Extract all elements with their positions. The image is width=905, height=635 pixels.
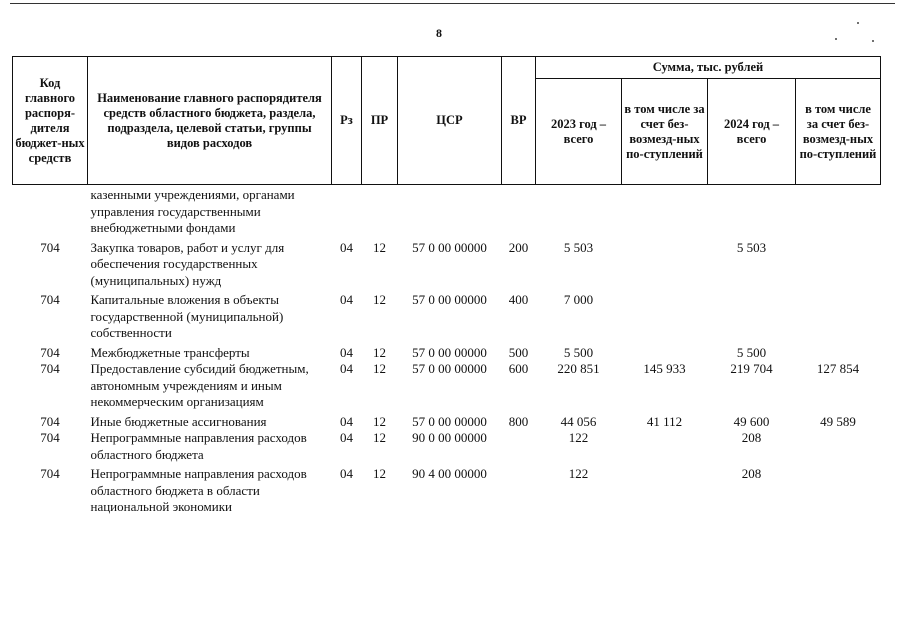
header-pr: ПР — [362, 57, 398, 185]
cell-name: Закупка товаров, работ и услуг для обеспечения государственных (муниципальных) нужд — [90, 239, 285, 288]
cell-pr: 12 — [373, 466, 386, 481]
cell-vr — [502, 185, 536, 240]
cell-name: Капитальные вложения в объекты государственной (муниципальной) собственности — [90, 292, 284, 340]
cell-code: 704 — [40, 430, 60, 445]
cell-2024-free — [796, 292, 881, 345]
page-number: 8 — [436, 26, 442, 40]
cell-code: 704 — [40, 344, 60, 360]
cell-rz: 04 — [340, 239, 353, 255]
cell-2023-total: 122 — [568, 430, 589, 445]
cell-code: 704 — [40, 361, 60, 376]
cell-name: Предоставление субсидий бюджетным, автономным учреждениям и иным некоммерческим организациям — [90, 361, 309, 409]
table-row — [13, 414, 881, 431]
table-row — [13, 361, 881, 414]
table-row — [13, 345, 881, 362]
cell-2023-total: 5 500 — [563, 344, 594, 360]
cell-csr: 57 0 00 00000 — [412, 413, 487, 429]
cell-name: Непрограммные направления расходов областного бюджета — [90, 430, 307, 462]
cell-2024-free — [796, 466, 881, 516]
cell-csr: 57 0 00 00000 — [412, 239, 487, 255]
header-2023-free: в том числе за счет без-возмезд-ных по-ступлений — [622, 79, 708, 185]
table-row — [13, 466, 881, 516]
cell-2023-free — [622, 345, 708, 362]
cell-pr: 12 — [373, 292, 386, 307]
scan-speck — [835, 38, 837, 40]
cell-2024-total: 208 — [741, 430, 762, 445]
cell-2023-free — [622, 240, 708, 293]
cell-rz: 04 — [340, 466, 353, 481]
cell-vr: 500 — [508, 344, 529, 360]
cell-pr: 12 — [373, 430, 386, 445]
scan-speck — [857, 22, 859, 24]
table-row — [13, 430, 881, 466]
cell-name: казенными учреждениями, органами управления государственными внебюджетными фондами — [90, 187, 295, 235]
cell-2024-free — [796, 240, 881, 293]
top-rule — [10, 3, 895, 4]
header-name: Наименование главного распорядителя средств областного бюджета, раздела, подраздела, целевой статьи, группы видов расходов — [88, 57, 332, 185]
cell-code: 704 — [40, 413, 60, 429]
header-code: Код главного распоря-дителя бюджет-ных средств — [13, 57, 88, 185]
cell-pr: 12 — [373, 413, 386, 429]
cell-rz: 04 — [340, 413, 353, 429]
cell-2023-free: 145 933 — [643, 361, 686, 376]
cell-vr: 400 — [508, 292, 529, 307]
cell-2023-total: 122 — [568, 466, 589, 481]
cell-rz: 04 — [340, 344, 353, 360]
header-rz: Рз — [332, 57, 362, 185]
cell-code — [13, 185, 88, 240]
header-2024-free: в том числе за счет без-возмезд-ных по-ступлений — [796, 79, 881, 185]
cell-code: 704 — [40, 466, 60, 481]
cell-2024-free: 127 854 — [816, 361, 860, 376]
cell-2024-free — [796, 185, 881, 240]
cell-code: 704 — [40, 239, 60, 255]
cell-2023-total: 44 056 — [560, 413, 597, 429]
cell-csr: 90 0 00 00000 — [412, 430, 487, 445]
cell-rz: 04 — [340, 361, 353, 376]
cell-name: Межбюджетные трансферты — [90, 344, 250, 360]
cell-2023-total: 5 503 — [563, 239, 594, 255]
cell-name: Иные бюджетные ассигнования — [90, 413, 267, 429]
cell-code: 704 — [40, 292, 60, 307]
cell-csr: 57 0 00 00000 — [412, 361, 487, 376]
header-sum: Сумма, тыс. рублей — [536, 57, 881, 79]
table-row — [13, 240, 881, 293]
cell-rz: 04 — [340, 430, 353, 445]
cell-2024-total: 5 500 — [736, 344, 767, 360]
cell-2023-free — [622, 466, 708, 516]
scan-speck — [872, 40, 874, 42]
cell-2024-total: 49 600 — [733, 413, 770, 429]
cell-vr: 200 — [508, 239, 529, 255]
budget-table — [12, 56, 881, 516]
table-row — [13, 185, 881, 240]
cell-2024-free: 49 589 — [820, 413, 856, 429]
cell-rz — [332, 185, 362, 240]
cell-vr: 600 — [508, 361, 529, 376]
cell-name: Непрограммные направления расходов областного бюджета в области национальной экономики — [90, 466, 307, 514]
cell-2023-free — [622, 292, 708, 345]
cell-2023-total: 220 851 — [557, 361, 600, 376]
cell-csr: 57 0 00 00000 — [412, 344, 487, 360]
cell-vr: 800 — [508, 413, 529, 429]
cell-csr: 57 0 00 00000 — [412, 292, 487, 307]
cell-csr — [398, 185, 502, 240]
cell-pr — [362, 185, 398, 240]
cell-csr: 90 4 00 00000 — [412, 466, 487, 481]
cell-2024-total — [708, 292, 796, 345]
cell-pr: 12 — [373, 344, 386, 360]
cell-2024-free — [796, 345, 881, 362]
header-vr: ВР — [502, 57, 536, 185]
cell-2023-total: 7 000 — [563, 292, 594, 307]
cell-2024-total: 208 — [741, 466, 762, 481]
cell-2023-free — [622, 430, 708, 466]
cell-2023-total — [536, 185, 622, 240]
cell-2024-free — [796, 430, 881, 466]
table-body — [13, 185, 881, 516]
cell-rz: 04 — [340, 292, 353, 307]
header-2023-total: 2023 год – всего — [536, 79, 622, 185]
cell-2023-free: 41 112 — [646, 413, 683, 429]
header-2024-total: 2024 год – всего — [708, 79, 796, 185]
cell-pr: 12 — [373, 361, 386, 376]
cell-2023-free — [622, 185, 708, 240]
table-row — [13, 292, 881, 345]
cell-2024-total: 5 503 — [736, 239, 767, 255]
cell-vr — [502, 466, 536, 516]
cell-vr — [502, 430, 536, 466]
cell-pr: 12 — [373, 239, 386, 255]
cell-2024-total: 219 704 — [730, 361, 773, 376]
cell-2024-total — [708, 185, 796, 240]
header-csr: ЦСР — [398, 57, 502, 185]
